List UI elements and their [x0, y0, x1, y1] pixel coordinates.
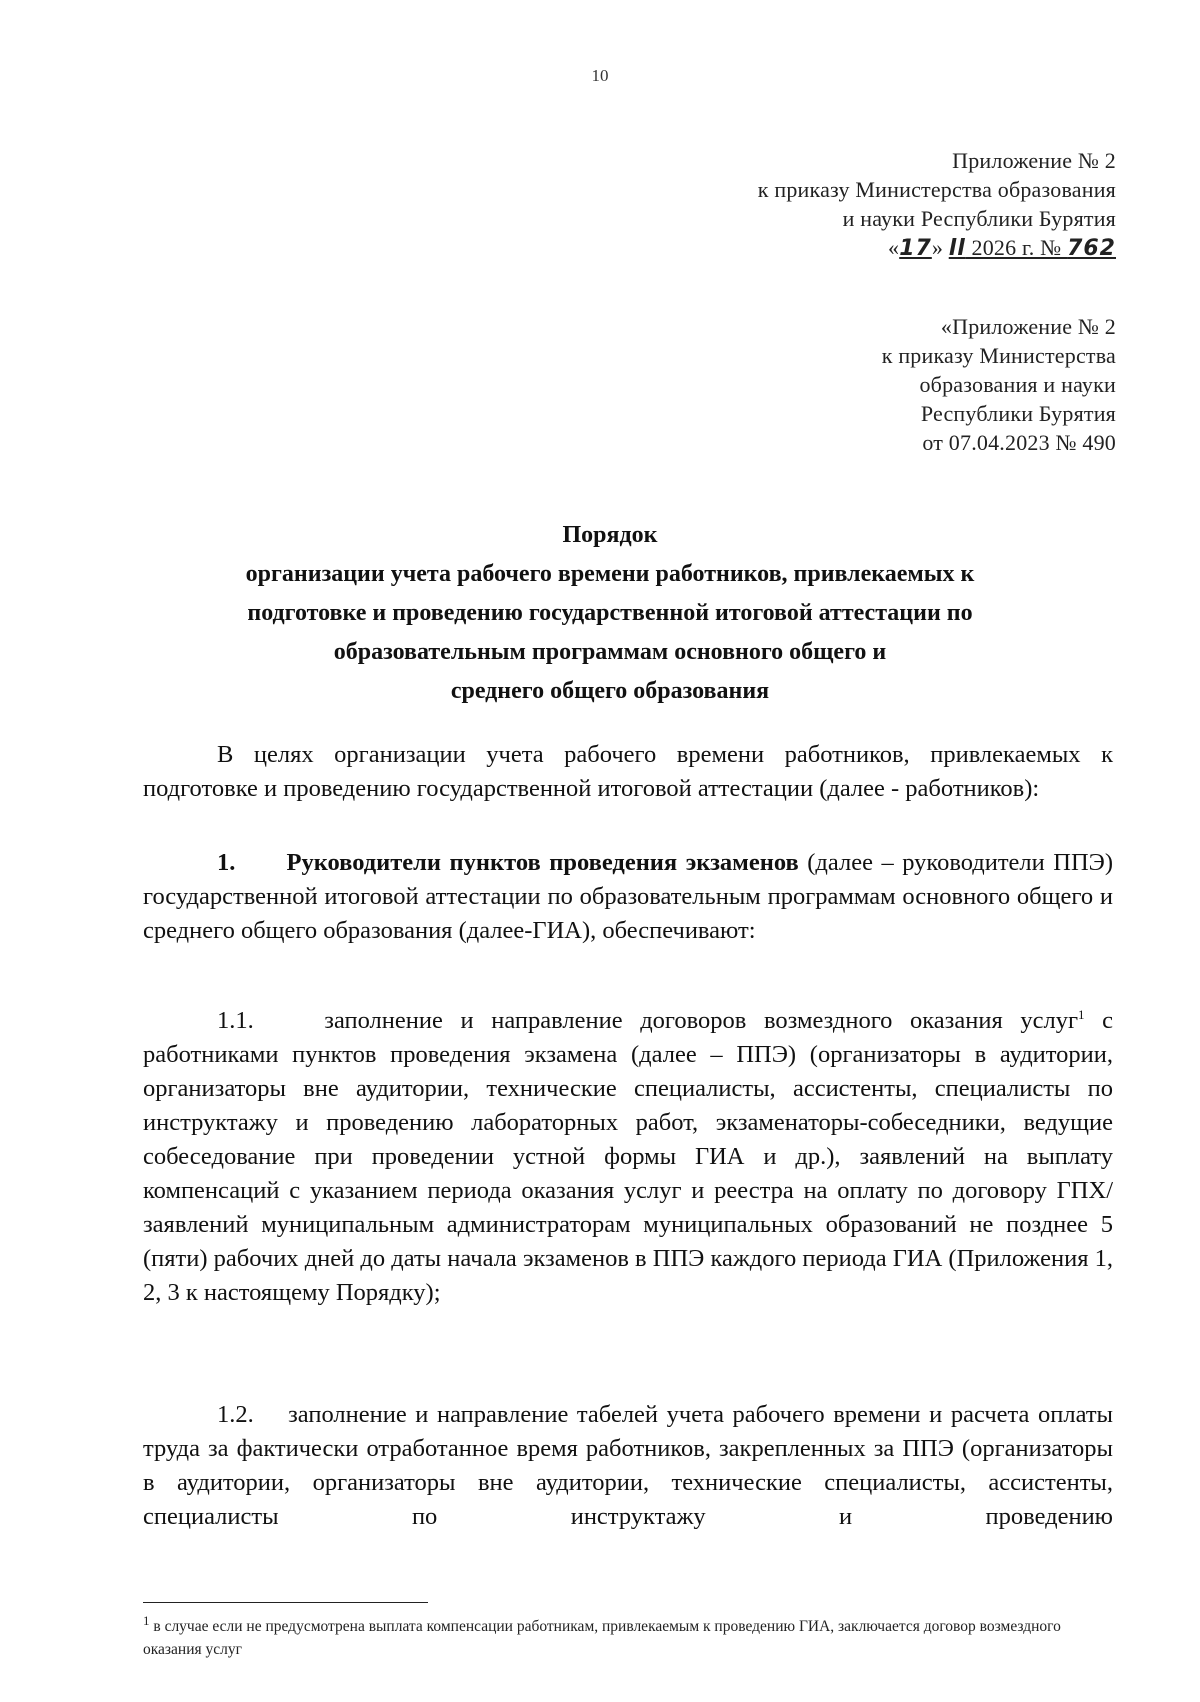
- appendix-line: образования и науки: [919, 372, 1116, 397]
- section-text: (далее – руководители ППЭ) государственной итоговой аттестации по образовательным программам основного общего и среднего общего образования (далее-ГИА), обеспечивают:: [143, 849, 1113, 944]
- title-line: организации учета рабочего времени работников, привлекаемых к: [245, 561, 975, 587]
- appendix-header-previous: [882, 312, 1116, 457]
- date-year: 2026 г. №: [965, 235, 1068, 260]
- item-text: заполнение и направление договоров возмездного оказания услуг: [306, 1007, 1078, 1034]
- item-1-1-paragraph: [143, 1004, 1113, 1310]
- section-1-paragraph: [143, 846, 1113, 948]
- appendix-line: и науки Республики Бурятия: [842, 206, 1116, 231]
- handwritten-month: ll: [948, 236, 966, 261]
- document-title: [130, 516, 1090, 711]
- title-line: среднего общего образования: [450, 678, 770, 704]
- appendix-line: от 07.04.2023 № 490: [922, 430, 1116, 455]
- date-open-quote: «: [888, 235, 900, 260]
- appendix-line: Приложение № 2: [952, 148, 1116, 173]
- intro-paragraph: [143, 738, 1113, 806]
- item-text: с работниками пунктов проведения экзамена (далее – ППЭ) (организаторы в аудитории, организаторы вне аудитории, технические специалисты, ассистенты, специалисты по инструктажу и проведению лабораторных работ, экзаменаторы-собеседники, ведущие собеседование при проведении устной формы ГИА и др.), заявлений на выплату компенсаций с указанием периода оказания услуг и реестра на оплату по договору ГПХ/заявлений муниципальным администраторам муниципальных образований не позднее 5 (пяти) рабочих дней до даты начала экзаменов в ППЭ каждого периода ГИА (Приложения 1, 2, 3 к настоящему Порядку);: [143, 1007, 1114, 1306]
- appendix-line: «Приложение № 2: [940, 314, 1116, 339]
- section-number: 1.: [217, 849, 236, 876]
- item-number: 1.2.: [217, 1401, 254, 1428]
- title-line: подготовке и проведению государственной итоговой аттестации по: [247, 600, 973, 626]
- intro-text: В целях организации учета рабочего времени работников, привлекаемых к подготовке и проведению государственной итоговой аттестации (далее - работников):: [143, 741, 1113, 802]
- item-number: 1.1.: [217, 1007, 254, 1034]
- footnote-text: в случае если не предусмотрена выплата компенсации работникам, привлекаемым к проведению ГИА, заключается договор возмездного оказания услуг: [143, 1618, 1061, 1658]
- title-line: образовательным программам основного общего и: [333, 639, 887, 665]
- appendix-header-current: [758, 146, 1116, 263]
- footnote-marker: 1: [143, 1612, 150, 1628]
- footnote-reference[interactable]: 1: [1078, 1006, 1085, 1022]
- item-1-2-paragraph: [143, 1398, 1113, 1534]
- date-mid: »: [931, 235, 949, 260]
- appendix-line: Республики Бурятия: [920, 401, 1116, 426]
- appendix-line: к приказу Министерства: [881, 343, 1116, 368]
- appendix-date-line: [758, 233, 1116, 263]
- handwritten-day: 17: [899, 236, 932, 261]
- section-bold-text: Руководители пунктов проведения экзаменов: [286, 849, 799, 876]
- appendix-line: к приказу Министерства образования: [757, 177, 1116, 202]
- page-number: 10: [591, 66, 609, 85]
- footnote-divider: [143, 1602, 428, 1603]
- item-text: заполнение и направление табелей учета рабочего времени и расчета оплаты труда за фактически отработанное время работников, закрепленных за ППЭ (организаторы в аудитории, организаторы вне аудитории, технические специалисты, ассистенты, специалисты по инструктажу и проведению: [143, 1401, 1113, 1530]
- title-line: Порядок: [562, 522, 658, 548]
- handwritten-order-number: 762: [1067, 236, 1116, 261]
- footnote: [143, 1612, 1083, 1661]
